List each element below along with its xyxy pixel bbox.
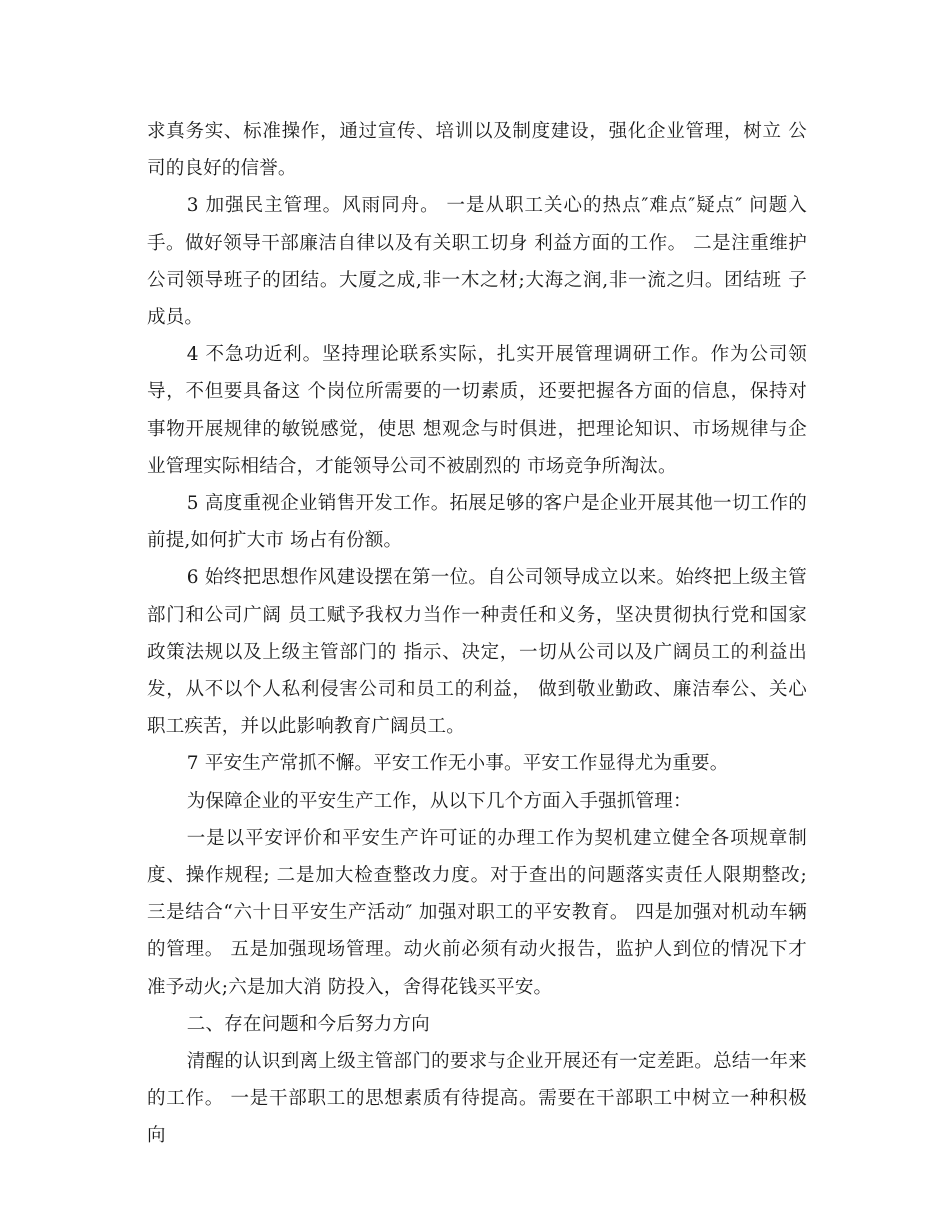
paragraph-item-4-no-quick-success: 4 不急功近利。坚持理论联系实际，扎实开展管理调研工作。作为公司领导，不但要具备这 个岗位所需要的一切素质，还要把握各方面的信息，保持对事物开展规律的敏锐感觉，使思 想观念与时俱进，把理论知识、市场规律与企业管理实际相结合，才能领导公司不被剧烈的 市场竞争所淘汰。 (147, 344, 807, 477)
paragraph-item-7-safety-production: 7 平安生产常抓不懈。平安工作无小事。平安工作显得尤为重要。 (186, 753, 729, 775)
paragraph-safety-measures: 一是以平安评价和平安生产许可证的办理工作为契机建立健全各项规章制度、操作规程; 二是加大检查整改力度。对于查出的问题落实责任人限期整改; 三是结合“六十日平安生产活动″ 加强对职工的平安教育。 四是加强对机动车辆的管理。 五是加强现场管理。动火前必须有动火报告，监护人到位的情况下才准予动火;六是加大消 防投入，舍得花钱买平安。 (147, 827, 807, 998)
paragraph-item-3-democratic-management: 3 加强民主管理。风雨同舟。 一是从职工关心的热点″难点″疑点″ 问题入手。做好领导干部廉洁自律以及有关职工切身 利益方面的工作。 二是注重维护公司领导班子的团结。大厦之成,非一木之材;大海之润,非一流之归。团结班 子成员。 (147, 195, 807, 329)
document-body (147, 113, 807, 1155)
paragraph-safety-intro: 为保障企业的平安生产工作，从以下几个方面入手强抓管理： (186, 790, 692, 812)
paragraph-item-6-ideology-style: 6 始终把思想作风建设摆在第一位。自公司领导成立以来。始终把上级主管部门和公司广阔 员工赋予我权力当作一种责任和义务，坚决贯彻执行党和国家政策法规以及上级主管部门的 指示、决定，一切从公司以及广阔员工的利益出发，从不以个人私利侵害公司和员工的利益， 做到敬业勤政、廉洁奉公、关心职工疾苦，并以此影响教育广阔员工。 (147, 567, 807, 738)
section-heading-problems: 二、存在问题和今后努力方向 (186, 1013, 430, 1035)
paragraph-intro-continuation: 求真务实、标准操作，通过宣传、培训以及制度建设，强化企业管理，树立 公司的良好的信誉。 (147, 121, 807, 180)
paragraph-item-5-sales-development: 5 高度重视企业销售开发工作。拓展足够的客户是企业开展其他一切工作的前提,如何扩大市 场占有份额。 (147, 493, 807, 552)
paragraph-problems-summary: 清醒的认识到离上级主管部门的要求与企业开展还有一定差距。总结一年来的工作。 一是干部职工的思想素质有待提高。需要在干部职工中树立一种积极向 (147, 1051, 807, 1147)
